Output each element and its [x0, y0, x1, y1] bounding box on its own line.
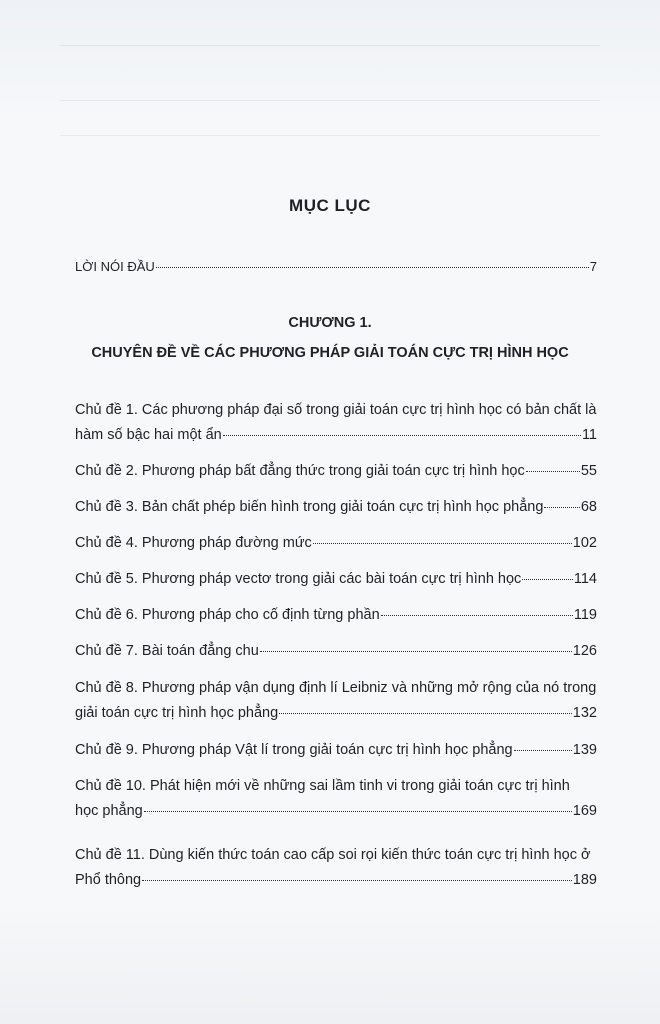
dot-leader — [223, 435, 581, 436]
dot-leader — [142, 880, 572, 881]
toc-entry[interactable] — [75, 843, 597, 893]
toc-entry-label-cont: giải toán cực trị hình học phẳng — [75, 705, 279, 721]
dot-leader — [144, 811, 572, 812]
toc-entry[interactable] — [75, 738, 597, 763]
toc-entry-label: Chủ đề 3. Bản chất phép biến hình trong giải toán cực trị hình học phẳng — [75, 499, 544, 515]
page-title: MỤC LỤC — [289, 196, 371, 215]
dot-leader — [313, 543, 572, 544]
toc-page-number: 68 — [580, 499, 597, 515]
toc-entry-label: Chủ đề 2. Phương pháp bất đẳng thức trong giải toán cực trị hình học — [75, 463, 525, 479]
dot-leader — [381, 615, 573, 616]
toc-page-number: 126 — [572, 643, 597, 659]
toc-page-number: 102 — [572, 535, 597, 551]
dot-leader — [544, 507, 579, 508]
toc-page-number: 7 — [589, 259, 597, 274]
toc-entry[interactable] — [75, 774, 597, 824]
toc-entry-label-cont: học phẳng — [75, 803, 143, 819]
toc-entry-label: LỜI NÓI ĐẦU — [75, 259, 155, 274]
toc-page-number: 169 — [572, 803, 597, 819]
toc-entry-label: Chủ đề 1. Các phương pháp đại số trong giải toán cực trị hình học có bản chất là — [75, 402, 597, 418]
toc-page-number: 114 — [573, 571, 597, 587]
dot-leader — [260, 651, 572, 652]
toc-entry-label: Chủ đề 10. Phát hiện mới về những sai lầm tinh vi trong giải toán cực trị hình — [75, 778, 570, 794]
toc-entry[interactable] — [75, 495, 597, 520]
toc-entry-preface[interactable] — [75, 254, 597, 279]
dot-leader — [522, 579, 573, 580]
toc-entry[interactable] — [75, 459, 597, 484]
toc-entry[interactable] — [75, 639, 597, 664]
toc-entry[interactable] — [75, 567, 597, 592]
toc-page-number: 139 — [572, 742, 597, 758]
toc-entry[interactable] — [75, 398, 597, 448]
toc-entry-label: Chủ đề 9. Phương pháp Vật lí trong giải toán cực trị hình học phẳng — [75, 742, 513, 758]
dot-leader — [526, 471, 580, 472]
toc-entry-label-cont: Phổ thông — [75, 872, 142, 888]
toc-entry[interactable] — [75, 676, 597, 726]
toc-entry-label: Chủ đề 11. Dùng kiến thức toán cao cấp soi rọi kiến thức toán cực trị hình học ở — [75, 847, 591, 863]
dot-leader — [279, 713, 572, 714]
dot-leader — [156, 267, 589, 268]
toc-entry-label: Chủ đề 5. Phương pháp vectơ trong giải các bài toán cực trị hình học — [75, 571, 522, 587]
toc-entry-label: Chủ đề 7. Bài toán đẳng chu — [75, 643, 259, 659]
toc-page-number: 119 — [573, 607, 597, 623]
toc-entry-label-cont: hàm số bậc hai một ẩn — [75, 427, 222, 443]
bleed-through-line — [60, 100, 600, 101]
chapter-number: CHƯƠNG 1. — [288, 315, 372, 331]
dot-leader — [514, 750, 572, 751]
bleed-through-line — [60, 45, 600, 46]
chapter-title: CHUYÊN ĐỀ VỀ CÁC PHƯƠNG PHÁP GIẢI TOÁN CỰC TRỊ HÌNH HỌC — [91, 345, 569, 361]
toc-entry[interactable] — [75, 531, 597, 556]
toc-entry-label: Chủ đề 8. Phương pháp vận dụng định lí Leibniz và những mở rộng của nó trong — [75, 680, 597, 696]
toc-entry[interactable] — [75, 603, 597, 628]
toc-page-number: 189 — [572, 872, 597, 888]
toc-entry-label: Chủ đề 6. Phương pháp cho cố định từng phần — [75, 607, 380, 623]
toc-page-number: 132 — [572, 705, 597, 721]
toc-page-number: 11 — [581, 427, 597, 443]
toc-entry-label: Chủ đề 4. Phương pháp đường mức — [75, 535, 312, 551]
toc-page-number: 55 — [580, 463, 597, 479]
bleed-through-line — [60, 135, 600, 136]
